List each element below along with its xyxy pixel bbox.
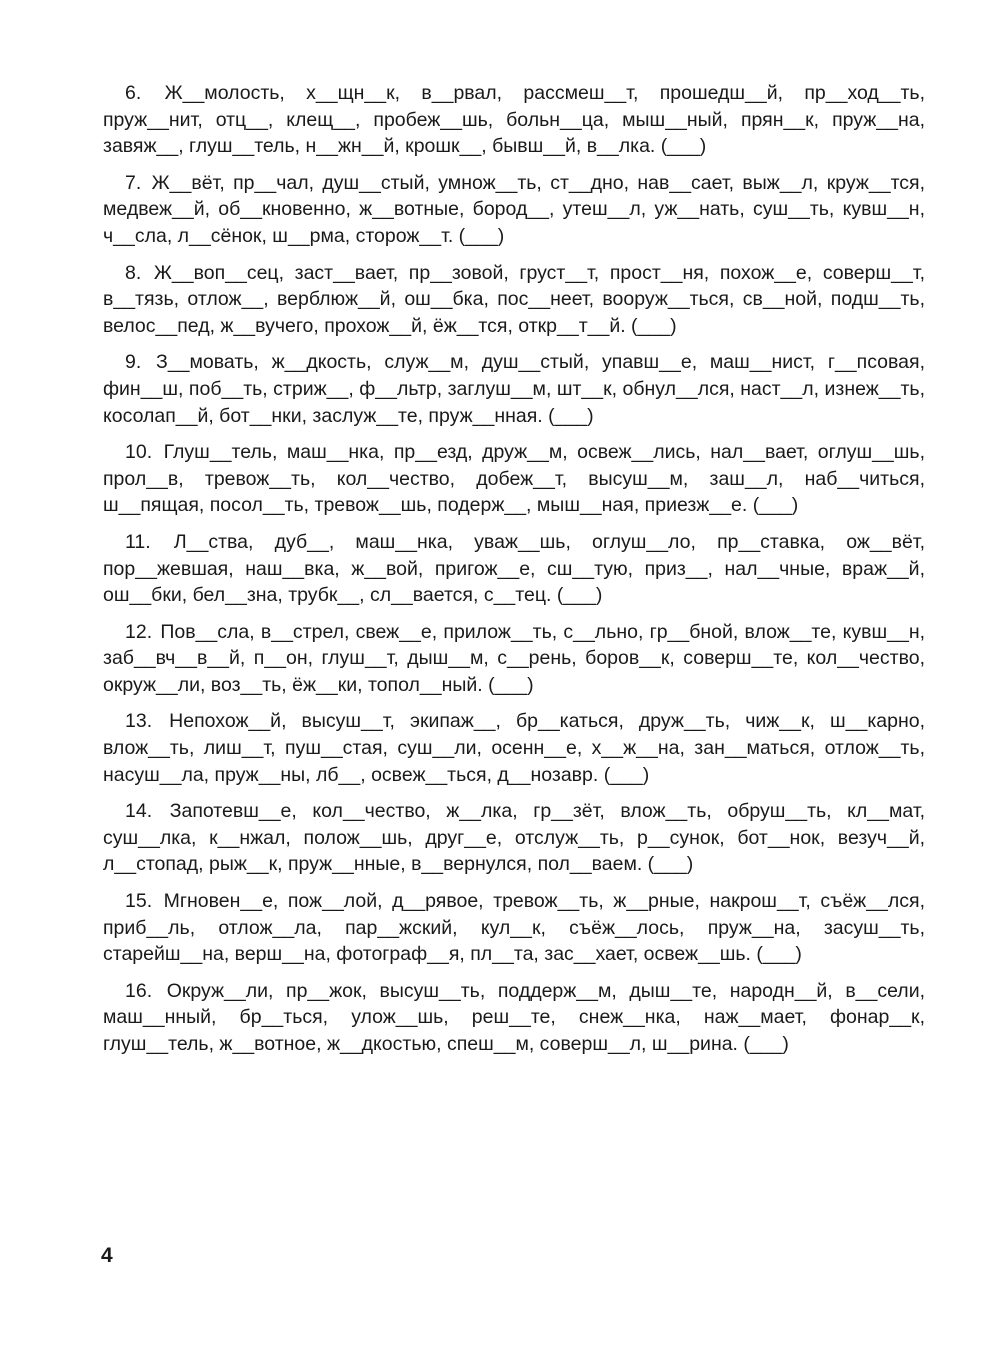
exercise-text: Глуш__тель, маш__нка, пр__езд, друж__м, освеж__лись, нал__вает, оглуш__шь, прол__в, тревож__ть, кол__чество, добеж__т, высуш__м, заш__л, наб__читься, ш__пящая, посол__ть, тревож__шь, подерж__, мыш__ная, приезж__е. (___) <box>103 441 926 517</box>
exercise-number: 9. <box>125 351 142 374</box>
exercise-6 <box>103 80 925 160</box>
exercise-number: 11. <box>125 530 151 553</box>
exercise-text: Окруж__ли, пр__жок, высуш__ть, поддерж__м, дыш__те, народн__й, в__сели, маш__нный, бр__ться, улож__шь, реш__те, снеж__нка, наж__мает, фонар__к, глуш__тель, ж__вотное, ж__дкостью, спеш__м, соверш__л, ш__рина. (___) <box>103 979 925 1055</box>
exercise-text: Ж__молость, х__щн__к, в__рвал, рассмеш__т, прошедш__й, пр__ход__ть, пруж__нит, отц__, клещ__, пробеж__шь, больн__ца, мыш__ный, прян__к, пруж__на, завяж__, глуш__тель, н__жн__й, крошк__, бывш__й, в__лка. (___) <box>103 82 925 158</box>
exercise-text: Ж__воп__сец, заст__вает, пр__зовой, груст__т, прост__ня, похож__е, соверш__т, в__тязь, отлож__, верблюж__й, ош__бка, пос__неет, вооруж__ться, св__ной, подш__ть, велос__пед, ж__вучего, прохож__й, ёж__тся, откр__т__й. (___) <box>103 261 925 337</box>
exercise-text: Пов__сла, в__стрел, свеж__е, прилож__ть, с__льно, гр__бной, влож__те, кувш__н, заб__вч__в__й, п__он, глуш__т, дыш__м, с__рень, боров__к, соверш__те, кол__чество, окруж__ли, воз__ть, ёж__ки, топол__ный. (___) <box>103 620 926 696</box>
exercise-10 <box>103 439 925 519</box>
exercise-7 <box>103 170 925 250</box>
exercise-text: Л__ства, дуб__, маш__нка, уваж__шь, оглуш__ло, пр__ставка, ож__вёт, пор__жевшая, наш__вка, ж__вой, пригож__е, сш__тую, приз__, нал__чные, враж__й, ош__бки, бел__зна, трубк__, сл__вается, с__тец. (___) <box>103 530 925 607</box>
exercise-12 <box>103 619 925 699</box>
exercise-11 <box>103 529 925 609</box>
exercise-number: 15. <box>125 890 153 913</box>
exercise-text: З__мовать, ж__дкость, служ__м, душ__стый, упавш__е, маш__нист, г__псовая, фин__ш, поб__ть, стриж__, ф__льтр, заглуш__м, шт__к, обнул__лся, наст__л, изнеж__ть, косолап__й, бот__нки, заслуж__те, пруж__нная. (___) <box>103 351 925 427</box>
exercise-text: Запотевш__е, кол__чество, ж__лка, гр__зёт, влож__ть, обруш__ть, кл__мат, суш__лка, к__нжал, полож__шь, друг__е, отслуж__ть, р__сунок, бот__нок, везуч__й, л__стопад, рыж__к, пруж__нные, в__вернулся, пол__ваем. (___) <box>103 800 926 876</box>
exercise-text: Непохож__й, высуш__т, экипаж__, бр__каться, друж__ть, чиж__к, ш__карно, влож__ть, лиш__т, пуш__стая, суш__ли, осенн__е, х__ж__на, зан__маться, отлож__ть, насуш__ла, пруж__ны, лб__, освеж__ться, д__нозавр. (___) <box>103 710 925 786</box>
page-number: 4 <box>101 1244 113 1267</box>
exercise-number: 6. <box>125 82 142 104</box>
exercise-16 <box>103 978 925 1058</box>
exercise-13 <box>103 708 925 788</box>
exercise-14 <box>103 798 925 878</box>
exercise-number: 13. <box>125 710 153 733</box>
exercise-number: 7. <box>125 171 142 194</box>
exercise-text: Ж__вёт, пр__чал, душ__стый, умнож__ть, ст__дно, нав__сает, выж__л, круж__тся, медвеж__й, об__кновенно, ж__вотные, бород__, утеш__л, уж__нать, суш__ть, кувш__н, ч__сла, л__сёнок, ш__рма, сторож__т. (___) <box>103 171 926 247</box>
exercise-8 <box>103 260 925 340</box>
exercise-15 <box>103 888 925 968</box>
exercise-number: 10. <box>125 441 153 464</box>
exercise-number: 16. <box>125 979 153 1002</box>
exercise-9 <box>103 349 925 429</box>
exercise-list <box>103 80 925 1068</box>
exercise-text: Мгновен__е, пож__лой, д__рявое, тревож__ть, ж__рные, накрош__т, съёж__лся, приб__ль, отлож__ла, пар__жский, кул__к, съёж__лось, пруж__на, засуш__ть, старейш__на, верш__на, фотограф__я, пл__та, зас__хает, освеж__шь. (___) <box>103 890 925 966</box>
exercise-number: 12. <box>125 620 153 643</box>
exercise-number: 14. <box>125 800 153 823</box>
exercise-number: 8. <box>125 261 142 284</box>
